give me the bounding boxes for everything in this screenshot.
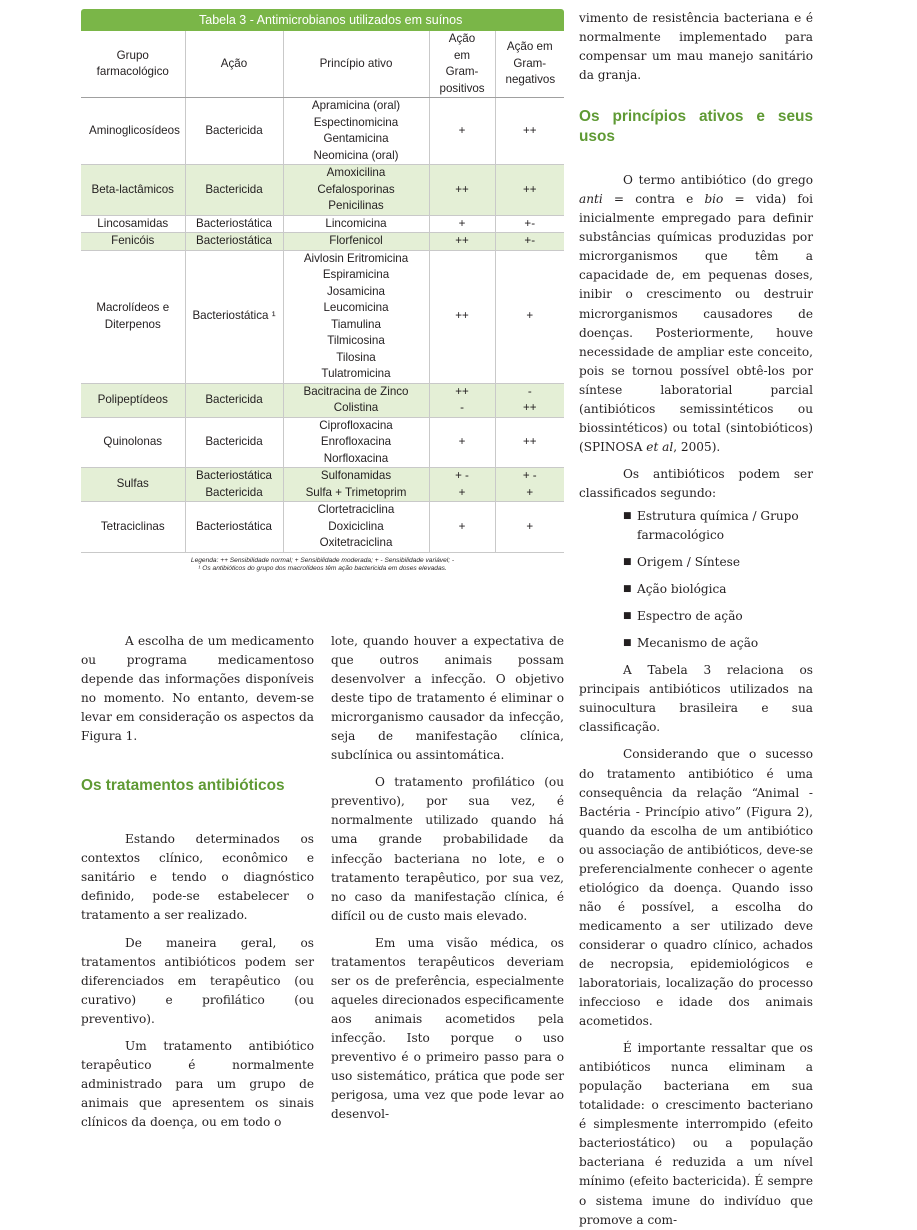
paragraph: lote, quando houver a expectativa de que outros animais possam desenvolver a infecção. O objetivo deste tipo de tratamento é eliminar o microrganismo causador da infecção, seja de manifestação clínica, subclínica ou assintomática. — [331, 634, 564, 763]
list-item — [623, 580, 813, 599]
table-row — [81, 215, 564, 233]
cell-gram-positivos — [429, 502, 495, 553]
cell-grupo: Beta-lactâmicos — [81, 165, 185, 216]
cell-principio-line: Norfloxacina — [323, 451, 389, 465]
text-span: = vida) foi inicialmente empregado para definir substâncias químicas produzidas por microrganismos que têm a capacidade de, em pequenas doses, inibir o crescimento ou destruir microrganismos causadores de doenças. Posteriormente, houve necessidade de ampliar este conceito, pois se tornou possível obtê-los por síntese laboratorial parcial (antibióticos semissintéticos ou biossintéticos) ou total (sintobióticos) (SPINOSA — [579, 192, 813, 454]
cell-principio-line: Enrofloxacina — [320, 435, 392, 448]
cell-principio-line: Leucomicina — [323, 301, 389, 314]
paragraph: A escolha de um medicamento ou programa medicamentoso depende das informações disponíveis no momento. No entanto, devem-se levar em consideração os aspectos da Figura 1. — [81, 634, 314, 744]
cell-grupo: Fenicóis — [81, 233, 185, 251]
table-row — [81, 383, 564, 417]
text-span: O termo antibiótico (do grego — [623, 173, 813, 188]
cell-gram-negativos — [495, 383, 564, 417]
cell-principio-line: Florfenicol — [329, 234, 383, 247]
cell-gram-positivos-line: ++ — [455, 309, 469, 323]
cell-gram-negativos — [495, 215, 564, 233]
cell-principio-line: Penicilinas — [328, 199, 384, 212]
cell-acao-line: Bactericida — [205, 392, 263, 406]
cell-acao — [185, 502, 283, 553]
text-span-italic: bio — [704, 192, 724, 207]
header-gram-negativos: Ação em Gram-negativos — [495, 31, 564, 98]
cell-acao-line: Bactericida — [205, 485, 263, 499]
text-span: = contra e — [602, 192, 705, 207]
cell-principio — [283, 383, 429, 417]
cell-gram-negativos — [495, 502, 564, 553]
bullet-square-icon: ■ — [623, 510, 632, 521]
cell-acao-line: Bacteriostática — [195, 234, 273, 247]
bullet-square-icon: ■ — [623, 638, 632, 649]
cell-gram-negativos — [495, 250, 564, 383]
cell-principio-line: Bacitracina de Zinco — [303, 384, 409, 398]
cell-acao — [185, 233, 283, 251]
cell-principio-line: Tilmicosina — [327, 334, 385, 347]
cell-gram-negativos-line: ++ — [522, 435, 537, 448]
list-item — [623, 607, 813, 626]
paragraph: É importante ressaltar que os antibióticos nunca eliminam a população bacteriana em sua totalidade: o crescimento bacteriano é simplesmente interrompido (efeito bacteriostático) ou a população bacteriana é reduzida a um nível mínimo (efeito bactericida). É sempre o sistema imune do indivíduo que promove a com- — [579, 1041, 813, 1227]
cell-acao-line: Bactericida — [205, 435, 263, 448]
cell-grupo: Sulfas — [81, 468, 185, 502]
cell-gram-negativos — [495, 468, 564, 502]
cell-principio-line: Amoxicilina — [326, 166, 386, 179]
cell-grupo: Tetraciclinas — [81, 502, 185, 553]
legend-footnote: ¹ Os antibióticos do grupo dos macrolídeos têm ação bactericida em doses elevadas. — [198, 565, 447, 572]
cell-principio — [283, 502, 429, 553]
cell-gram-positivos-line: + - — [455, 469, 469, 482]
header-grupo: Grupo farmacológico — [81, 31, 185, 98]
text-span: , 2005). — [673, 439, 721, 454]
header-gram-positivos: Ação em Gram-positivos — [429, 31, 495, 98]
cell-acao — [185, 98, 283, 165]
cell-principio-line: Josamicina — [327, 284, 385, 298]
cell-gram-positivos — [429, 165, 495, 216]
cell-gram-positivos — [429, 417, 495, 468]
list-item-label: Estrutura química / Grupo farmacológico — [637, 508, 799, 543]
cell-principio — [283, 468, 429, 502]
section-heading-tratamentos: Os tratamentos antibióticos — [81, 777, 285, 795]
cell-gram-positivos-line: + — [458, 519, 466, 533]
cell-principio — [283, 215, 429, 233]
paragraph: A Tabela 3 relaciona os principais antibióticos utilizados na suinocultura brasileira e sua classificação. — [579, 663, 813, 735]
paragraph-antibiotico-definition — [579, 171, 813, 457]
table-legend — [81, 557, 564, 574]
cell-principio-line: Gentamicina — [323, 132, 389, 145]
cell-gram-negativos-line: +- — [524, 234, 536, 247]
cell-grupo: Lincosamidas — [81, 215, 185, 233]
cell-gram-negativos-line: +- — [524, 216, 536, 230]
cell-acao-line: Bacteriostática ¹ — [192, 309, 276, 323]
cell-gram-positivos-line: + — [458, 435, 466, 448]
table-row — [81, 417, 564, 468]
cell-gram-positivos-line: + — [458, 485, 466, 499]
cell-acao — [185, 383, 283, 417]
cell-gram-negativos-line: - — [527, 384, 532, 398]
cell-principio-line: Ciprofloxacina — [319, 418, 393, 432]
cell-grupo: Aminoglicosídeos — [81, 98, 185, 165]
table-row — [81, 233, 564, 251]
cell-principio-line: Tilosina — [336, 350, 376, 364]
table-header-row — [81, 31, 564, 98]
cell-acao — [185, 468, 283, 502]
cell-principio-line: Aivlosin Eritromicina — [303, 251, 409, 265]
bullet-square-icon: ■ — [623, 557, 632, 568]
table-row — [81, 165, 564, 216]
cell-gram-negativos-line: ++ — [522, 182, 537, 196]
cell-principio-line: Neomicina (oral) — [313, 148, 399, 162]
header-principio: Princípio ativo — [283, 31, 429, 98]
cell-principio-line: Espiramicina — [322, 268, 390, 281]
bullet-square-icon: ■ — [623, 611, 632, 622]
cell-principio — [283, 250, 429, 383]
cell-gram-positivos-line: + — [458, 216, 466, 230]
paragraph: Considerando que o sucesso do tratamento antibiótico é uma consequência da relação “Animal - Bactéria - Princípio ativo” (Figura 2), quando da escolha de um antibiótico ou associação de antibióticos, deve-se preferencialmente conhecer o agente etiológico da doença. Quando isso não é possível, a escolha do medicamento a ser utilizado deve considerar o quadro clínico, achados de necropsia, epidemiológicos e laboratoriais, localização do processo infeccioso e idade dos animais acometidos. — [579, 747, 813, 1029]
cell-principio-line: Espectinomicina — [313, 115, 399, 129]
paragraph: Em uma visão médica, os tratamentos terapêuticos deveriam ser os de preferência, especialmente aqueles direcionados especificamente aos animais acometidos pela infecção. Isto porque o uso preventivo é o primeiro passo para o uso sistemático, prática que pode ser perigosa, uma vez que pode levar ao desenvol- — [331, 935, 564, 1122]
cell-gram-positivos — [429, 233, 495, 251]
cell-gram-negativos-line: + — [526, 519, 534, 533]
paragraph: Um tratamento antibiótico terapêutico é normalmente administrado para um grupo de animais que apresentem os sinais clínicos da doença, ou em todo o — [81, 1038, 314, 1129]
cell-acao — [185, 250, 283, 383]
list-item-label: Origem / Síntese — [637, 555, 741, 570]
header-acao: Ação — [185, 31, 283, 98]
cell-principio-line: Sulfa + Trimetoprim — [305, 485, 407, 499]
cell-gram-negativos — [495, 98, 564, 165]
cell-acao — [185, 165, 283, 216]
text-column-left — [81, 632, 314, 1132]
cell-gram-positivos — [429, 250, 495, 383]
antimicrobial-table — [81, 31, 564, 553]
cell-principio — [283, 417, 429, 468]
list-item — [623, 507, 813, 545]
cell-gram-positivos-line: + — [458, 123, 466, 137]
cell-principio — [283, 233, 429, 251]
cell-gram-negativos-line: ++ — [522, 123, 537, 137]
paragraph: vimento de resistência bacteriana e é normalmente implementado para compensar um mau manejo sanitário da granja. — [579, 11, 813, 83]
cell-gram-positivos — [429, 468, 495, 502]
cell-gram-positivos — [429, 215, 495, 233]
list-item — [623, 553, 813, 572]
cell-acao-line: Bacteriostática — [195, 469, 273, 482]
cell-principio-line: Lincomicina — [325, 216, 387, 230]
cell-gram-negativos-line: + — [526, 309, 534, 323]
cell-principio — [283, 165, 429, 216]
cell-acao — [185, 215, 283, 233]
list-item-label: Ação biológica — [637, 582, 727, 597]
cell-principio-line: Tulatromicina — [321, 367, 391, 380]
cell-gram-positivos-line: ++ — [455, 384, 469, 398]
cell-principio-line: Cefalosporinas — [317, 182, 395, 196]
bullet-square-icon: ■ — [623, 584, 632, 595]
cell-gram-positivos-line: - — [460, 401, 464, 414]
text-span-italic: anti — [579, 192, 603, 207]
list-item — [623, 634, 813, 653]
text-column-right — [579, 9, 813, 1230]
cell-principio-line: Colistina — [333, 401, 379, 414]
cell-gram-positivos — [429, 383, 495, 417]
table-row — [81, 502, 564, 553]
cell-grupo: Polipeptídeos — [81, 383, 185, 417]
cell-grupo: Quinolonas — [81, 417, 185, 468]
cell-principio-line: Tiamulina — [331, 317, 381, 331]
cell-gram-negativos — [495, 417, 564, 468]
cell-gram-negativos-line: + - — [522, 469, 537, 482]
cell-gram-negativos — [495, 233, 564, 251]
paragraph: De maneira geral, os tratamentos antibióticos podem ser diferenciados em terapêutico (ou curativo) e profilático (ou preventivo). — [81, 935, 314, 1026]
section-heading-principios: Os princípios ativos e seus usos — [579, 108, 813, 146]
cell-principio-line: Doxiciclina — [328, 519, 384, 533]
table-body — [81, 98, 564, 553]
classification-list — [579, 507, 813, 653]
legend-line: Legenda: ++ Sensibilidade normal; + Sensibilidade moderada; + - Sensibilidade variável; - — [190, 556, 455, 564]
cell-principio-line: Clortetraciclina — [317, 503, 395, 516]
cell-principio-line: Apramicina (oral) — [311, 99, 401, 112]
cell-gram-positivos-line: ++ — [455, 182, 469, 196]
cell-acao-line: Bacteriostática — [195, 519, 273, 533]
cell-grupo: Macrolídeos e Diterpenos — [81, 250, 185, 383]
table-row — [81, 98, 564, 165]
cell-acao — [185, 417, 283, 468]
cell-gram-positivos — [429, 98, 495, 165]
cell-acao-line: Bacteriostática — [195, 216, 273, 230]
cell-principio-line: Sulfonamidas — [320, 469, 392, 482]
antimicrobial-table-block — [81, 9, 564, 574]
table-row — [81, 250, 564, 383]
cell-gram-negativos — [495, 165, 564, 216]
cell-principio-line: Oxitetraciclina — [319, 536, 393, 549]
table-row — [81, 468, 564, 502]
paragraph: Estando determinados os contextos clínico, econômico e sanitário e tendo o diagnóstico definido, pode-se estabelecer o tratamento a ser realizado. — [81, 832, 314, 923]
paragraph: Os antibióticos podem ser classificados segundo: — [579, 466, 813, 500]
text-column-middle — [331, 632, 564, 1124]
cell-acao-line: Bactericida — [205, 182, 263, 196]
list-item-label: Espectro de ação — [637, 609, 743, 624]
cell-gram-negativos-line: + — [526, 485, 534, 499]
list-item-label: Mecanismo de ação — [637, 636, 759, 651]
cell-gram-positivos-line: ++ — [455, 234, 469, 247]
cell-gram-negativos-line: ++ — [522, 401, 537, 414]
paragraph: O tratamento profilático (ou preventivo), por sua vez, é normalmente utilizado quando há uma grande probabilidade da infecção bacteriana no lote, e o tratamento terapêutico, por sua vez, no caso da manifestação clínica, é difícil ou de custo mais elevado. — [331, 775, 564, 923]
cell-principio — [283, 98, 429, 165]
cell-acao-line: Bactericida — [205, 123, 263, 137]
text-span-italic: et al — [646, 439, 674, 454]
table-title: Tabela 3 - Antimicrobianos utilizados em suínos — [81, 9, 564, 31]
